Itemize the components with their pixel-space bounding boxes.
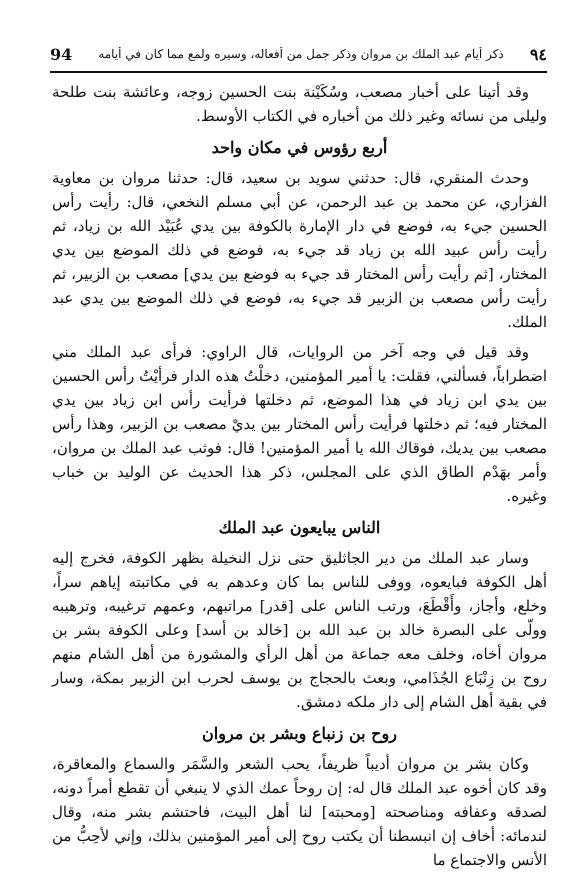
section-heading: أربع رؤوس في مكان واحد <box>211 138 388 157</box>
header-rule <box>50 71 547 73</box>
paragraph: وسار عبد الملك من دير الجاثليق حتى نزل النخيلة بظهر الكوفة، فخرج إليه أهل الكوفة فبايعوه، ووفى للناس بما كان وعدهم به في مكاتبته إياهم سراً، وخلع، وأجاز، وأَقْطَعَ، ورتب الناس على [قدر] مراتبهم، وعمهم ترغيبه، وترهيبه وولّى على البصرة خالد بن عبد الله بن [خالد بن أسد] وعلى الكوفة بشر بن مروان أخاه، وخلف معه جماعة من أهل الرأي والمشورة من أهل الشام منهم روح بن زِنْبَاع الجُذَامي، وبعث بالحجاج بن يوسف لحرب ابن الزبير بمكة، وسار في بقية أهل الشام إلى دار ملكه دمشق. <box>52 549 547 711</box>
paragraph: وقد أتينا على أخبار مصعب، وسُكَيْنة بنت الحسين زوجه، وعائشة بنت طلحة وليلى من نسائه وغير ذلك من أخباره في الكتاب الأوسط. <box>52 83 547 125</box>
paragraph: وقد قيل في وجه آخر من الروايات، قال الراوي: فرأى عبد الملك مني اضطراباً، فسألني، فقلت: يا أمير المؤمنين، دخلْتُ هذه الدار فرأيْتُ رأس الحسين بين يدي ابن زياد في هذا الموضع، ثم دخلتها فرأيت رأس ابن زياد بين يدي المختار فيه؛ ثم دخلتها فرأيت رأس المختار بين يديْ مصعب بن الزبير، وهذا رأس مصعب بين يديك، فوقاك الله يا أمير المؤمنين! قال: فوثب عبد الملك بن مروان، وأمر بهَدْم الطاق الذي على المجلس، ذكر هذا الحديث عن الوليد بن خباب وغيره. <box>52 343 547 505</box>
page-body <box>52 80 547 869</box>
running-head: ذكر أيام عبد الملك بن مروان وذكر جمل من أفعاله، وسيره ولمع مما كان في أيامه <box>98 47 504 61</box>
section-heading: الناس يبايعون عبد الملك <box>218 518 381 537</box>
page-number-latin: 94 <box>50 44 73 64</box>
page-header <box>50 42 547 66</box>
section-heading: روح بن زنباع وبشر بن مروان <box>202 724 397 743</box>
paragraph: وحدث المنقري، قال: حدثني سويد بن سعيد، قال: حدثنا مروان بن معاوية الفزاري، عن محمد بن عبد الرحمن، عن أبي مسلم النخعي، قال: رأيت رأس الحسين جيء به، فوضع في دار الإمارة بالكوفة بين يدي عُبَيْد الله بن زياد، ثم رأيت رأس عبيد الله بن زياد قد جيء به، فوضع في ذلك الموضع بين يدي المختار، [ثم رأيت رأس المختار قد جيء به فوضع بين يدي] مصعب بن الزبير، ثم رأيت رأس مصعب بن الزبير قد جيء به، فوضع في ذلك الموضع بين يدي عبد الملك. <box>52 169 547 331</box>
paragraph: وكان بشر بن مروان أديباً ظريفاً، يحب الشعر والسَّمَر والسماع والمعاقرة، وقد كان أخوه عبد الملك قال له: إن روحاً عمك الذي لا ينبغي أن تقطع أمراً دونه، لصدقه وعفافه ومناصحته [ومحبته] لنا أهل البيت، فاحتشم بشر منه، وقال لندمائه: أخاف إن انبسطنا أن يكتب روح إلى أمير المؤمنين بذلك، وإني لأحِبُّ من الأنس والاجتماع ما <box>52 755 547 869</box>
page-number-arabic: ٩٤ <box>529 44 547 64</box>
